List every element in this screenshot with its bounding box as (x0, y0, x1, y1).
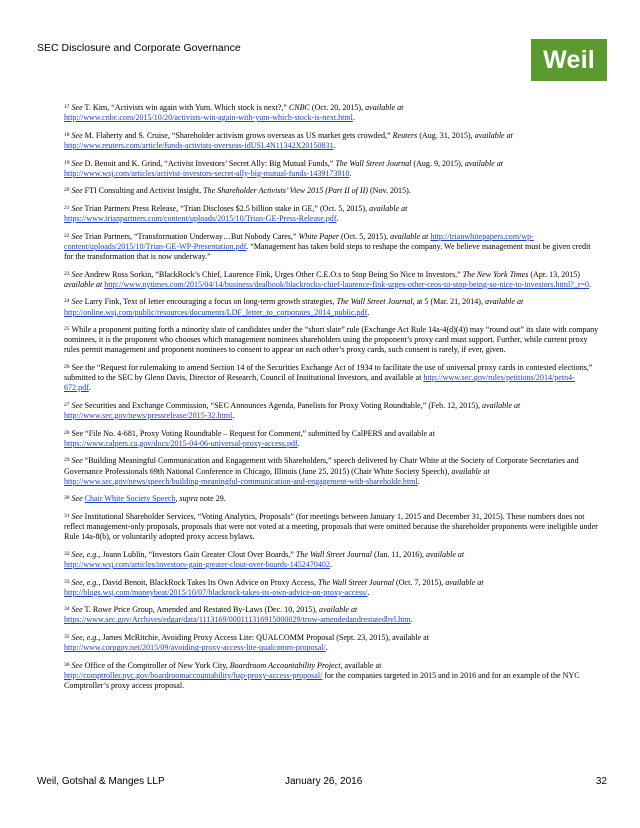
footnote-text: (Nov. 2015). (367, 186, 411, 196)
footnote-link[interactable]: http://www.wsj.com/articles/activist-investors-secret-ally-big-mutual-funds-1439173910 (64, 168, 350, 178)
footnote-number: 20 (64, 187, 70, 194)
footnote-20 (64, 186, 600, 196)
footnote-text: . (417, 476, 420, 486)
footnote-31 (64, 512, 600, 542)
footnote-text: Office of the Comptroller of New York City, (82, 660, 230, 670)
available-at-label: available at (482, 400, 521, 410)
footnote-text: . (336, 214, 339, 224)
footer-date: January 26, 2016 (285, 776, 363, 787)
footnote-link[interactable]: Chair White Society Speech (84, 494, 176, 504)
footnote-text: T. Rowe Price Group, Amended and Restated By-Laws (Dec. 10, 2015), (82, 605, 320, 615)
footnote-35 (64, 633, 600, 653)
footnote-18 (64, 131, 600, 151)
signal-see: See (71, 204, 83, 214)
available-at-label: available at (365, 103, 404, 112)
footnote-text: . (367, 587, 370, 597)
footnote-text: . (232, 410, 235, 420)
footnote-number: 25 (64, 326, 70, 333)
publication-name: The New York Times (462, 269, 529, 279)
footer-firm-name: Weil, Gotshal & Manges LLP (37, 776, 165, 787)
document-header-title: SEC Disclosure and Corporate Governance (37, 42, 241, 54)
available-at-label: available at (445, 577, 484, 587)
available-at-label: available at (319, 605, 358, 615)
footnote-link[interactable]: http://comptroller.nyc.gov/boardroomaccountability/bap-proxy-access-proposal/ (64, 671, 323, 681)
signal-see: See (71, 456, 83, 466)
footnote-text: Andrew Ross Sorkin, “BlackRock’s Chief, Laurence Fink, Urges Other C.E.O.s to Stop Being So Nice to Investors,” (82, 269, 463, 279)
signal-see: See (71, 231, 83, 241)
footnote-text: . (349, 168, 352, 178)
supra-label: supra (179, 494, 198, 504)
footnote-36 (64, 661, 600, 691)
footnote-text: Larry Fink, Text of letter encouraging a focus on long-term growth strategies, (82, 297, 337, 307)
footnote-text: (Aug. 9, 2015), (411, 158, 465, 168)
footnote-text: , David Benoit, BlackRock Takes Its Own Advice on Proxy Access, (98, 577, 318, 587)
footnote-text: (Apr. 13, 2015) (528, 269, 580, 279)
footnote-number: 24 (64, 298, 70, 305)
available-at-label: available at (64, 279, 103, 289)
publication-name: The Wall Street Journal (335, 158, 412, 168)
signal-see: See (71, 512, 83, 522)
footnote-text: Trian Partners Press Release, “Trian Discloses $2.5 billion stake in GE,” (Oct. 5, 2015), (82, 204, 370, 214)
footnote-25 (64, 325, 600, 355)
signal-see: See, e.g. (71, 577, 99, 587)
footnote-23 (64, 270, 600, 290)
footnote-number: 19 (64, 159, 70, 166)
footnote-24 (64, 297, 600, 317)
available-at-label: available at (474, 130, 513, 140)
footnote-number: 32 (64, 550, 70, 557)
footnote-28 (64, 429, 600, 449)
publication-name: Reuters (392, 130, 418, 140)
signal-see: See (71, 494, 83, 504)
footnote-text: . (88, 383, 91, 393)
footnote-number: 35 (64, 634, 70, 641)
footnote-link[interactable]: http://www.sec.gov/news/speech/building-meaningful-communication-and-engagement-with-shareholde.html (64, 476, 418, 486)
signal-see: See (71, 297, 83, 307)
signal-see: See, e.g. (71, 549, 99, 559)
footnote-number: 30 (64, 495, 70, 502)
footnote-text: D. Benoit and K. Grind, “Activist Investors’ Secret Ally: Big Mutual Funds,” (82, 158, 336, 168)
footnote-number: 34 (64, 606, 70, 613)
footnote-link[interactable]: http://www.nytimes.com/2015/04/14/business/dealbook/blackrocks-chief-laurence-fink-urges-other-ceos-to-stop-being-so-nice-to-investors.html?_r=0 (104, 279, 590, 289)
footnote-text: While a proponent putting forth a minority slate of candidates under the “short slate” rule (Exchange Act Rule 14a-4(d)(4)) may “round out” its slate with company nominees, it is the proponent who chooses which management nominees shareholders using the proponent’s proxy card must support. Further, while current proxy rules permit management and proponent nominees to consent to appear on each other’s proxy cards, such consent is rarely, if ever, given. (64, 325, 599, 355)
footnote-19 (64, 159, 600, 179)
available-at-label: available at (464, 158, 504, 168)
footnote-text: . “Management has taken bold steps to reshape the company. We believe management must be given credit for the transformation that is now underway.” (64, 241, 591, 261)
publication-name: The Wall Street Journal (336, 297, 413, 307)
footnote-text: . (333, 140, 336, 150)
footnote-link[interactable]: http://www.sec.gov/news/pressrelease/2015-32.html (64, 410, 233, 420)
publication-name: Boardroom Accountability Project (229, 660, 341, 670)
publication-name: The Wall Street Journal (317, 577, 395, 587)
footnote-32 (64, 550, 600, 570)
footnote-text: (Aug. 31, 2015), (417, 130, 475, 140)
footnote-link[interactable]: https://www.calpers.ca.gov/docs/2015-04-06-universal-proxy-access.pdf (64, 438, 298, 448)
footnote-text: (Oct. 7, 2015), (394, 577, 446, 587)
publication-name: White Paper (298, 231, 339, 241)
footnote-text: FTI Consulting and Activist Insight, (82, 186, 204, 196)
weil-logo (531, 39, 607, 81)
publication-name: The Shareholder Activists’ View 2015 (Part II of II) (203, 186, 368, 196)
footnote-number: 23 (64, 270, 70, 277)
footnote-number: 29 (64, 457, 70, 464)
footnote-text: See “File No. 4-681, Proxy Voting Roundtable – Request for Comment,” submitted by CalPERS and available at (71, 428, 435, 438)
footnote-text: Institutional Shareholder Services, “Voting Analytics, Proposals” (for meetings between January 1, 2015 and December 31, 2015). These numbers does not reflect management-only proposals, proposals that were not voted at a meeting, proposals that were omitted because the shareholder proponents were ineligible under Rule 14a-8(b), or voluntarily adopted proxy access bylaws. (64, 512, 598, 542)
footnote-33 (64, 578, 600, 598)
footnote-number: 17 (64, 104, 70, 110)
footnote-text: (Oct. 5, 2015), (338, 231, 391, 241)
footnote-text: , Joann Lublin, “Investors Gain Greater Clout Over Boards,” (98, 549, 296, 559)
footnote-29 (64, 456, 600, 486)
footnote-text: . (325, 643, 328, 653)
footnote-number: 21 (64, 205, 70, 212)
available-at-label: available at (425, 549, 465, 559)
signal-see: See (71, 103, 83, 112)
footnote-number: 22 (64, 232, 70, 239)
footnote-link[interactable]: http://trianwhitepapers.com/wp-content/uploads/2015/10/Trian-GE-WP-Presentation.pdf (64, 231, 534, 251)
footnote-text: . (589, 279, 592, 289)
footnote-text: , (175, 494, 180, 504)
footnote-number: 27 (64, 401, 70, 408)
signal-see: See (71, 400, 83, 410)
footnote-text: , at 5 (Mar. 21, 2014), (412, 297, 485, 307)
footnote-number: 31 (64, 513, 70, 520)
signal-see: See (71, 605, 83, 615)
footnote-text: , James McRitchie, Avoiding Proxy Access Lite: QUALCOMM Proposal (Sept. 23, 2015), available at (98, 633, 429, 643)
footnote-27 (64, 401, 600, 421)
footnote-text: . (297, 438, 300, 448)
footnotes-list (64, 103, 600, 699)
page-number: 32 (595, 776, 607, 787)
footnote-text: See the “Request for rulemaking to amend Section 14 of the Securities Exchange Act of 1934 to facilitate the use of universal proxy cards in contested elections,” submitted to the SEC by Glenn Davis, Director of Research, Council of Institutional Investors, and available at (64, 363, 593, 383)
footnote-number: 28 (64, 429, 70, 436)
footnote-link[interactable]: http://www.wsj.com/articles/investors-gain-greater-clout-over-boards-1452470402 (64, 559, 330, 569)
footnote-link[interactable]: http://www.sec.gov/rules/petitions/2014/petn4-672.pdf (64, 373, 575, 393)
available-at-label: available at (451, 466, 490, 476)
footnote-30 (64, 494, 600, 504)
footnote-text: note 29. (197, 494, 226, 504)
signal-see: See, e.g. (71, 633, 99, 643)
footnote-text: (Jan. 11, 2016), (371, 549, 426, 559)
footnote-text: . (329, 559, 332, 569)
footnote-link[interactable]: http://www.cnbc.com/2015/10/20/activists-win-again-with-yum-which-stock-is-next.html (64, 113, 353, 123)
signal-see: See (71, 269, 83, 279)
publication-name: The Wall Street Journal (295, 549, 372, 559)
footnote-number: 26 (64, 364, 70, 371)
footnote-34 (64, 605, 600, 625)
footnote-17 (64, 103, 600, 123)
footnote-link[interactable]: http://www.corpgov.net/2015/09/avoiding-proxy-access-lite-qualcomm-proposal/ (64, 643, 326, 653)
available-at-label: available at (484, 297, 524, 307)
footnote-link[interactable]: https://www.sec.gov/Archives/edgar/data/1113169/000111316915000029/trow-amendedandrestatedbyl.htm (64, 615, 411, 625)
footnote-text: . (352, 113, 355, 123)
available-at-label: available at (369, 204, 408, 214)
footnote-link[interactable]: https://www.trianpartners.com/content/uploads/2015/10/Trian-GE-Press-Release.pdf (64, 214, 337, 224)
footnote-26 (64, 363, 600, 393)
signal-see: See (71, 130, 83, 140)
footnote-text: M. Flaherty and S. Cruise, “Shareholder activism grows overseas as US market gets crowded,” (82, 130, 393, 140)
weil-logo-text: Weil (543, 45, 595, 74)
footnote-number: 36 (64, 661, 70, 668)
signal-see: See (71, 158, 83, 168)
footnote-link[interactable]: http://online.wsj.com/public/resources/documents/LDF_letter_to_corporates_2014_public.pdf (64, 307, 368, 317)
signal-see: See (71, 660, 83, 670)
footnote-text: T. Kim, “Activists win again with Yum. Which stock is next?,” (82, 103, 289, 112)
footnote-text: Trian Partners, “Transformation Underway…But Nobody Cares,” (82, 231, 299, 241)
footnote-number: 18 (64, 131, 70, 138)
footnote-text: Securities and Exchange Commission, “SEC Announces Agenda, Panelists for Proxy Voting Roundtable,” (Feb. 12, 2015), (82, 400, 482, 410)
footnote-text: for the companies targeted in 2015 and in 2016 and for an example of the NYC Comptroller’s proxy access proposal. (64, 671, 580, 691)
available-at-label: available at (390, 231, 429, 241)
footnote-22 (64, 232, 600, 262)
footnote-text: “Building Meaningful Communication and Engagement with Shareholders,” speech delivered by Chair White at the Society of Corporate Secretaries and Governance Professionals 69th National Conference in Chicago, Illinois (June 25, 2015) (Chair White Society Speech), (64, 456, 579, 476)
publication-name: CNBC (288, 103, 310, 112)
footnote-number: 33 (64, 578, 70, 585)
footnote-text: , available at (340, 660, 382, 670)
signal-see: See (71, 186, 83, 196)
footnote-text: . (367, 307, 370, 317)
footnote-link[interactable]: http://www.reuters.com/article/funds-activists-overseas-idUSL4N11342X20150831 (64, 140, 334, 150)
footnote-21 (64, 204, 600, 224)
footnote-text: . (410, 615, 413, 625)
footnote-text: (Oct. 20, 2015), (309, 103, 366, 112)
footnote-link[interactable]: http://blogs.wsj.com/moneybeat/2015/10/07/blackrock-takes-its-own-advice-on-proxy-access/ (64, 587, 368, 597)
